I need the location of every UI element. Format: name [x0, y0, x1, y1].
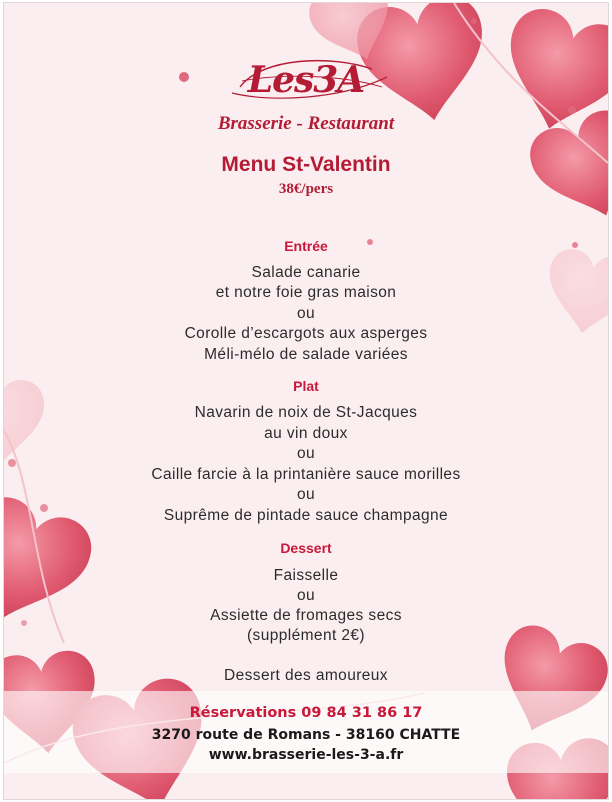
menu-item: Assiette de fromages secs: [210, 607, 402, 624]
menu-item: Caille farcie à la printanière sauce morilles: [151, 466, 461, 483]
menu-item: et notre foie gras maison: [215, 284, 397, 301]
menu-item: (supplément 2€): [246, 627, 365, 644]
menu-item: Navarin de noix de St-Jacques: [194, 404, 418, 421]
reservation-phone: Réservations 09 84 31 86 17: [189, 705, 423, 721]
section-title-dessert: Dessert: [280, 540, 332, 556]
menu-item: au vin doux: [264, 425, 348, 442]
menu-item-or: ou: [296, 305, 316, 322]
menu-item-or: ou: [296, 445, 316, 462]
menu-item-or: ou: [296, 486, 316, 503]
menu-item-or: ou: [296, 587, 316, 604]
menu-item: Méli-mélo de salade variées: [204, 346, 408, 363]
menu-item: Suprême de pintade sauce champagne: [163, 507, 449, 524]
restaurant-subtitle: Brasserie - Restaurant: [217, 113, 395, 134]
logo: [4, 47, 608, 111]
menu-page: [4, 3, 608, 799]
address: 3270 route de Romans - 38160 CHATTE: [151, 727, 461, 743]
menu-item: Dessert des amoureux: [224, 667, 388, 684]
logo-text: Les3A: [247, 59, 365, 101]
menu-price: 38€/pers: [278, 181, 334, 197]
menu-item: Faisselle: [273, 567, 339, 584]
menu-item: Salade canarie: [251, 264, 361, 281]
section-title-plat: Plat: [293, 378, 319, 394]
menu-title: Menu St-Valentin: [221, 153, 391, 176]
section-title-entree: Entrée: [284, 238, 328, 254]
menu-item: Corolle d’escargots aux asperges: [184, 325, 428, 342]
website-link[interactable]: www.brasserie-les-3-a.fr: [208, 747, 404, 763]
